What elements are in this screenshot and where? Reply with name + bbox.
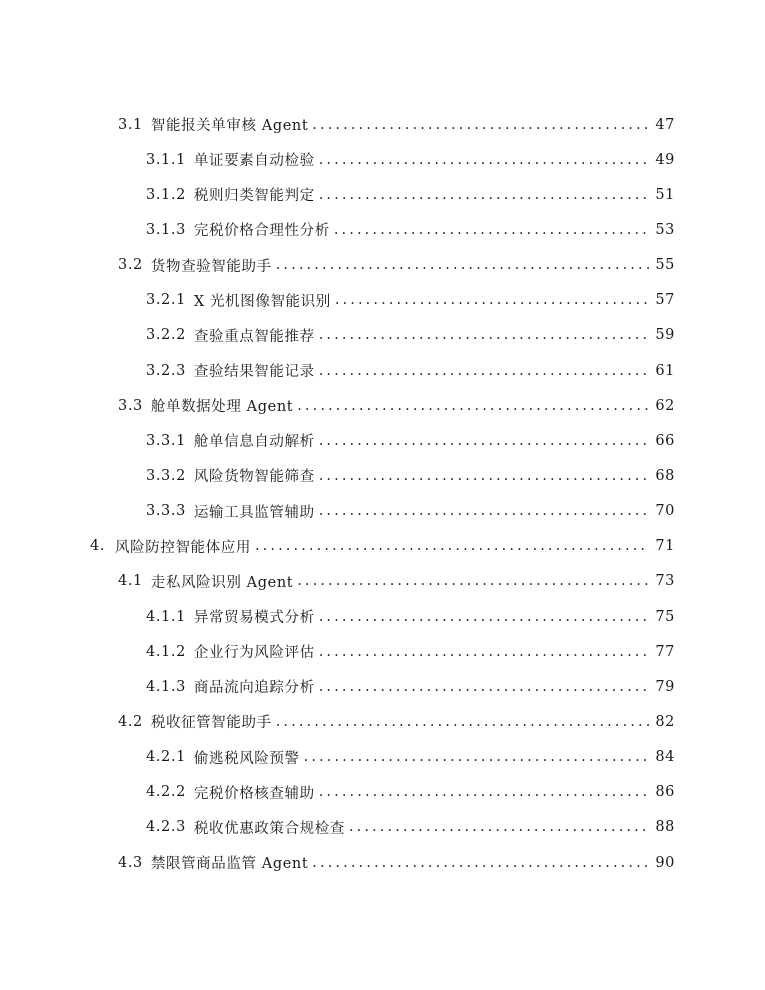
toc-entry-4-1-2[interactable] bbox=[0, 634, 765, 669]
toc-entry-3-3-1[interactable] bbox=[0, 423, 765, 458]
toc-title: 货物查验智能助手 bbox=[150, 258, 272, 275]
dot-leader bbox=[319, 609, 650, 625]
toc-number: 3.2.1 bbox=[146, 292, 186, 309]
toc-title: 风险货物智能筛查 bbox=[193, 469, 315, 486]
toc-entry-4-1[interactable] bbox=[0, 564, 765, 599]
toc-entry-3-3[interactable] bbox=[0, 388, 765, 423]
toc-entry-3-2-3[interactable] bbox=[0, 353, 765, 388]
toc-number: 3.1.3 bbox=[146, 221, 186, 238]
toc-page-number: 86 bbox=[655, 784, 675, 801]
toc-entry-4-2-1[interactable] bbox=[0, 740, 765, 775]
dot-leader bbox=[319, 363, 650, 379]
toc-entry-3-2[interactable] bbox=[0, 248, 765, 283]
toc-page-number: 55 bbox=[655, 257, 675, 274]
dot-leader bbox=[334, 222, 650, 238]
dot-leader bbox=[349, 819, 649, 835]
dot-leader bbox=[319, 433, 650, 449]
toc-page-number: 77 bbox=[655, 643, 675, 660]
toc-entry-4-3[interactable] bbox=[0, 845, 765, 880]
toc-title: 完税价格核查辅助 bbox=[193, 785, 315, 802]
toc-title: 走私风险识别 Agent bbox=[150, 574, 294, 591]
toc-page-number: 47 bbox=[655, 116, 675, 133]
toc-title: 查验重点智能推荐 bbox=[193, 328, 315, 345]
toc-page-number: 88 bbox=[655, 819, 675, 836]
toc-page-number: 61 bbox=[655, 362, 675, 379]
toc-number: 3.2.2 bbox=[146, 327, 186, 344]
toc-title: 禁限管商品监管 Agent bbox=[150, 856, 309, 873]
toc-title: 商品流向追踪分析 bbox=[193, 680, 315, 697]
toc-entry-3-3-3[interactable] bbox=[0, 494, 765, 529]
toc-number: 4.1 bbox=[118, 573, 143, 590]
toc-number: 4.2.3 bbox=[146, 819, 186, 836]
toc-entry-4-2-3[interactable] bbox=[0, 810, 765, 845]
dot-leader bbox=[297, 573, 649, 589]
dot-leader bbox=[319, 644, 650, 660]
toc-title: 偷逃税风险预警 bbox=[193, 750, 300, 767]
toc-title: 税收征管智能助手 bbox=[150, 715, 272, 732]
toc-page-number: 51 bbox=[655, 186, 675, 203]
toc-entry-3-2-1[interactable] bbox=[0, 283, 765, 318]
toc-page-number: 66 bbox=[655, 432, 675, 449]
toc-title: 单证要素自动检验 bbox=[193, 153, 315, 170]
toc-title: 运输工具监管辅助 bbox=[193, 504, 315, 521]
toc-title: 查验结果智能记录 bbox=[193, 364, 315, 381]
dot-leader bbox=[297, 398, 649, 414]
toc-entry-3-2-2[interactable] bbox=[0, 318, 765, 353]
toc-title: 异常贸易模式分析 bbox=[193, 610, 315, 627]
toc-entry-3-1-1[interactable] bbox=[0, 142, 765, 177]
toc-page-number: 49 bbox=[655, 151, 675, 168]
toc-number: 3.3 bbox=[118, 397, 143, 414]
toc-page-number: 59 bbox=[655, 327, 675, 344]
toc-title: X 光机图像智能识别 bbox=[193, 293, 331, 310]
toc-entry-3-1-3[interactable] bbox=[0, 212, 765, 247]
toc-entry-4-1-3[interactable] bbox=[0, 669, 765, 704]
toc-number: 4.1.1 bbox=[146, 608, 186, 625]
toc-page-number: 73 bbox=[655, 573, 675, 590]
toc-entry-3-1[interactable] bbox=[0, 107, 765, 142]
toc-page-number: 68 bbox=[655, 467, 675, 484]
dot-leader bbox=[319, 503, 650, 519]
toc-title: 舱单数据处理 Agent bbox=[150, 399, 294, 416]
toc-number: 4.3 bbox=[118, 854, 143, 871]
dot-leader bbox=[335, 292, 650, 308]
toc-number: 4.1.3 bbox=[146, 678, 186, 695]
toc-number: 4.2.2 bbox=[146, 784, 186, 801]
toc-page-number: 79 bbox=[655, 678, 675, 695]
toc-page-number: 84 bbox=[655, 749, 675, 766]
dot-leader bbox=[312, 855, 649, 871]
toc-page-number: 75 bbox=[655, 608, 675, 625]
toc-page-number: 82 bbox=[655, 713, 675, 730]
toc-title: 税收优惠政策合规检查 bbox=[193, 820, 345, 837]
toc-page-number: 53 bbox=[655, 221, 675, 238]
toc-number: 4.2.1 bbox=[146, 749, 186, 766]
toc-entry-4-2-2[interactable] bbox=[0, 775, 765, 810]
toc-number: 3.2 bbox=[118, 257, 143, 274]
dot-leader bbox=[255, 538, 649, 554]
dot-leader bbox=[312, 117, 649, 133]
toc-page-number: 62 bbox=[655, 397, 675, 414]
toc-number: 3.3.1 bbox=[146, 432, 186, 449]
dot-leader bbox=[319, 327, 650, 343]
toc-entry-4[interactable] bbox=[0, 529, 765, 564]
dot-leader bbox=[319, 152, 650, 168]
toc-number: 4.2 bbox=[118, 713, 143, 730]
table-of-contents bbox=[0, 107, 765, 880]
toc-entry-4-1-1[interactable] bbox=[0, 599, 765, 634]
toc-page-number: 57 bbox=[655, 292, 675, 309]
toc-title: 舱单信息自动解析 bbox=[193, 434, 315, 451]
dot-leader bbox=[319, 679, 650, 695]
toc-page-number: 70 bbox=[655, 503, 675, 520]
dot-leader bbox=[276, 714, 650, 730]
dot-leader bbox=[319, 784, 650, 800]
toc-number: 3.1.2 bbox=[146, 186, 186, 203]
dot-leader bbox=[319, 187, 650, 203]
toc-number: 3.3.3 bbox=[146, 503, 186, 520]
toc-number: 3.1.1 bbox=[146, 151, 186, 168]
dot-leader bbox=[276, 257, 650, 273]
toc-page-number: 90 bbox=[655, 854, 675, 871]
toc-number: 4.1.2 bbox=[146, 643, 186, 660]
toc-entry-3-3-2[interactable] bbox=[0, 458, 765, 493]
toc-title: 完税价格合理性分析 bbox=[193, 223, 330, 240]
toc-title: 企业行为风险评估 bbox=[193, 645, 315, 662]
toc-number: 3.1 bbox=[118, 116, 143, 133]
dot-leader bbox=[304, 749, 650, 765]
toc-title: 智能报关单审核 Agent bbox=[150, 118, 309, 135]
toc-entry-4-2[interactable] bbox=[0, 704, 765, 739]
toc-page-number: 71 bbox=[655, 538, 675, 555]
toc-entry-3-1-2[interactable] bbox=[0, 177, 765, 212]
toc-title: 税则归类智能判定 bbox=[193, 188, 315, 205]
toc-title: 风险防控智能体应用 bbox=[115, 539, 251, 556]
toc-number: 3.3.2 bbox=[146, 467, 186, 484]
toc-number: 3.2.3 bbox=[146, 362, 186, 379]
toc-number: 4. bbox=[90, 538, 106, 555]
dot-leader bbox=[319, 468, 650, 484]
